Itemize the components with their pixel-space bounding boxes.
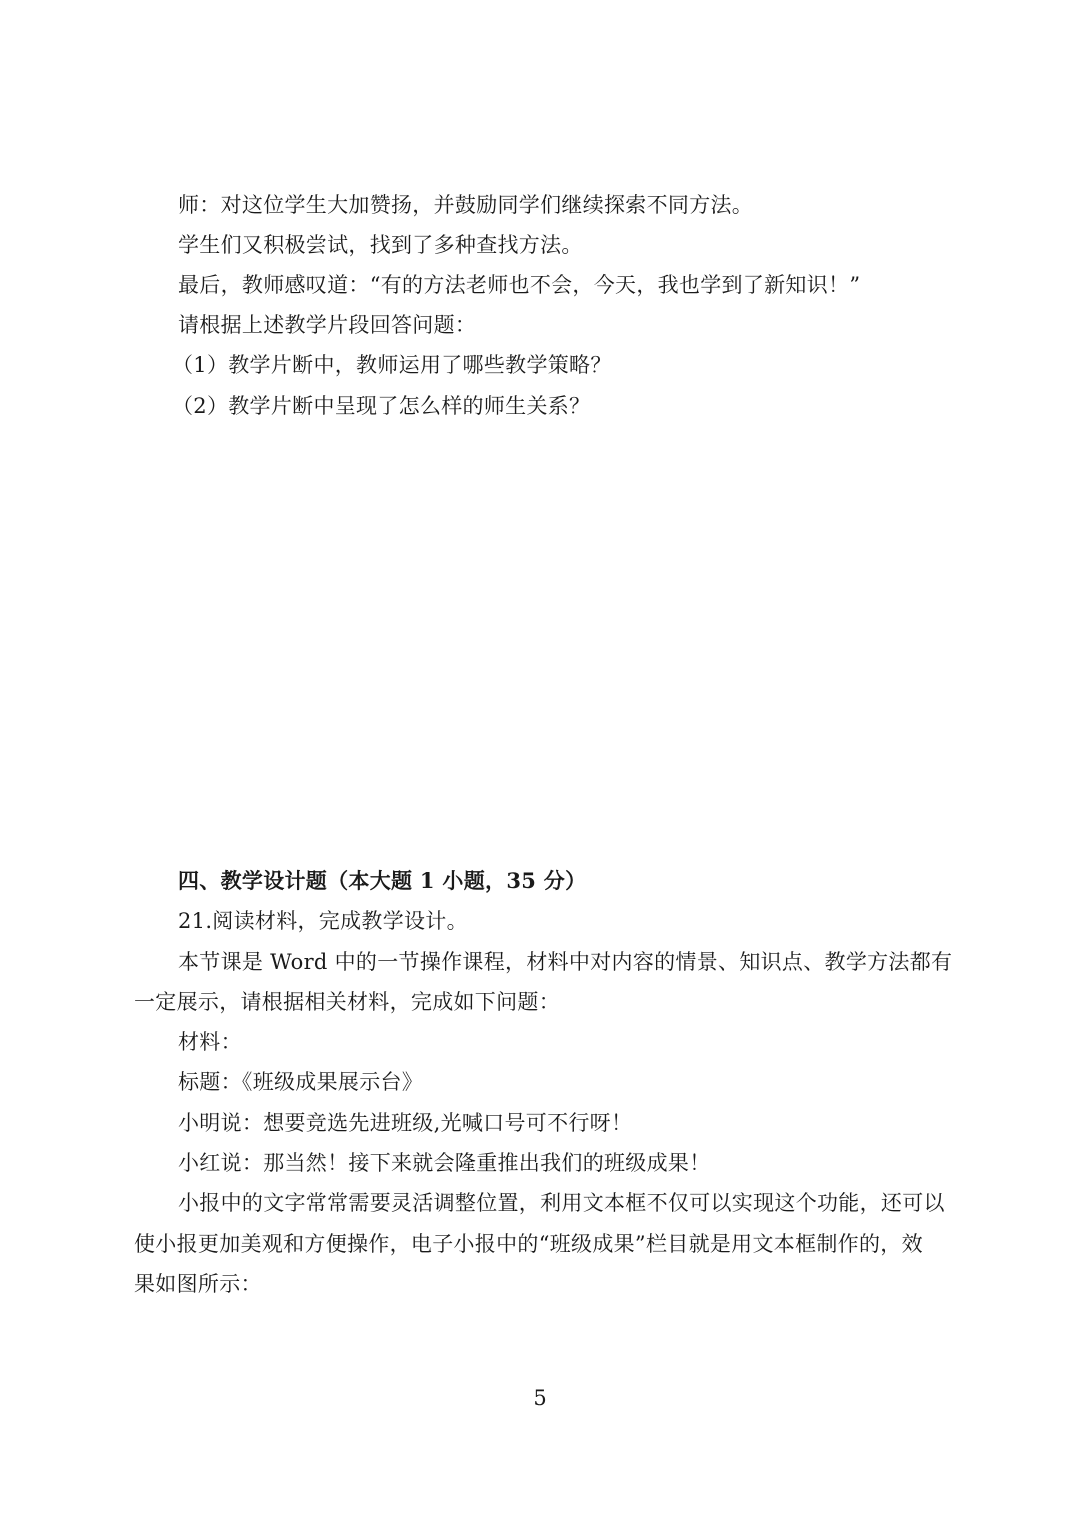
teacher-sigh-line: 最后，教师感叹道：“有的方法老师也不会，今天，我也学到了新知识！”	[178, 273, 861, 297]
teacher-praise-line: 师：对这位学生大加赞扬，并鼓励同学们继续探索不同方法。	[178, 193, 754, 217]
question-1: （1）教学片断中，教师运用了哪些教学策略？	[172, 353, 612, 377]
material-label: 材料：	[178, 1030, 242, 1054]
intro-line-2: 一定展示，请根据相关材料，完成如下问题：	[134, 990, 560, 1014]
students-try-line: 学生们又积极尝试，找到了多种查找方法。	[178, 233, 583, 257]
page-number: 5	[533, 1386, 547, 1410]
section-heading: 四、教学设计题（本大题 1 小题，35 分）	[178, 868, 587, 893]
material-title: 标题：《班级成果展示台》	[178, 1070, 424, 1094]
question-21: 21.阅读材料，完成教学设计。	[178, 909, 468, 933]
paragraph-line-1: 小报中的文字常常需要灵活调整位置，利用文本框不仅可以实现这个功能，还可以	[178, 1191, 945, 1215]
xiaohong-line: 小红说：那当然！接下来就会隆重推出我们的班级成果！	[178, 1151, 711, 1175]
question-2: （2）教学片断中呈现了怎么样的师生关系？	[172, 394, 591, 418]
intro-line-1: 本节课是 Word 中的一节操作课程，材料中对内容的情景、知识点、教学方法都有	[178, 950, 953, 974]
paragraph-line-3: 果如图所示：	[134, 1272, 262, 1296]
answer-prompt-line: 请根据上述教学片段回答问题：	[178, 313, 477, 337]
xiaoming-line: 小明说：想要竞选先进班级,光喊口号可不行呀！	[178, 1111, 633, 1135]
paragraph-line-2: 使小报更加美观和方便操作，电子小报中的“班级成果”栏目就是用文本框制作的，效	[134, 1232, 923, 1256]
